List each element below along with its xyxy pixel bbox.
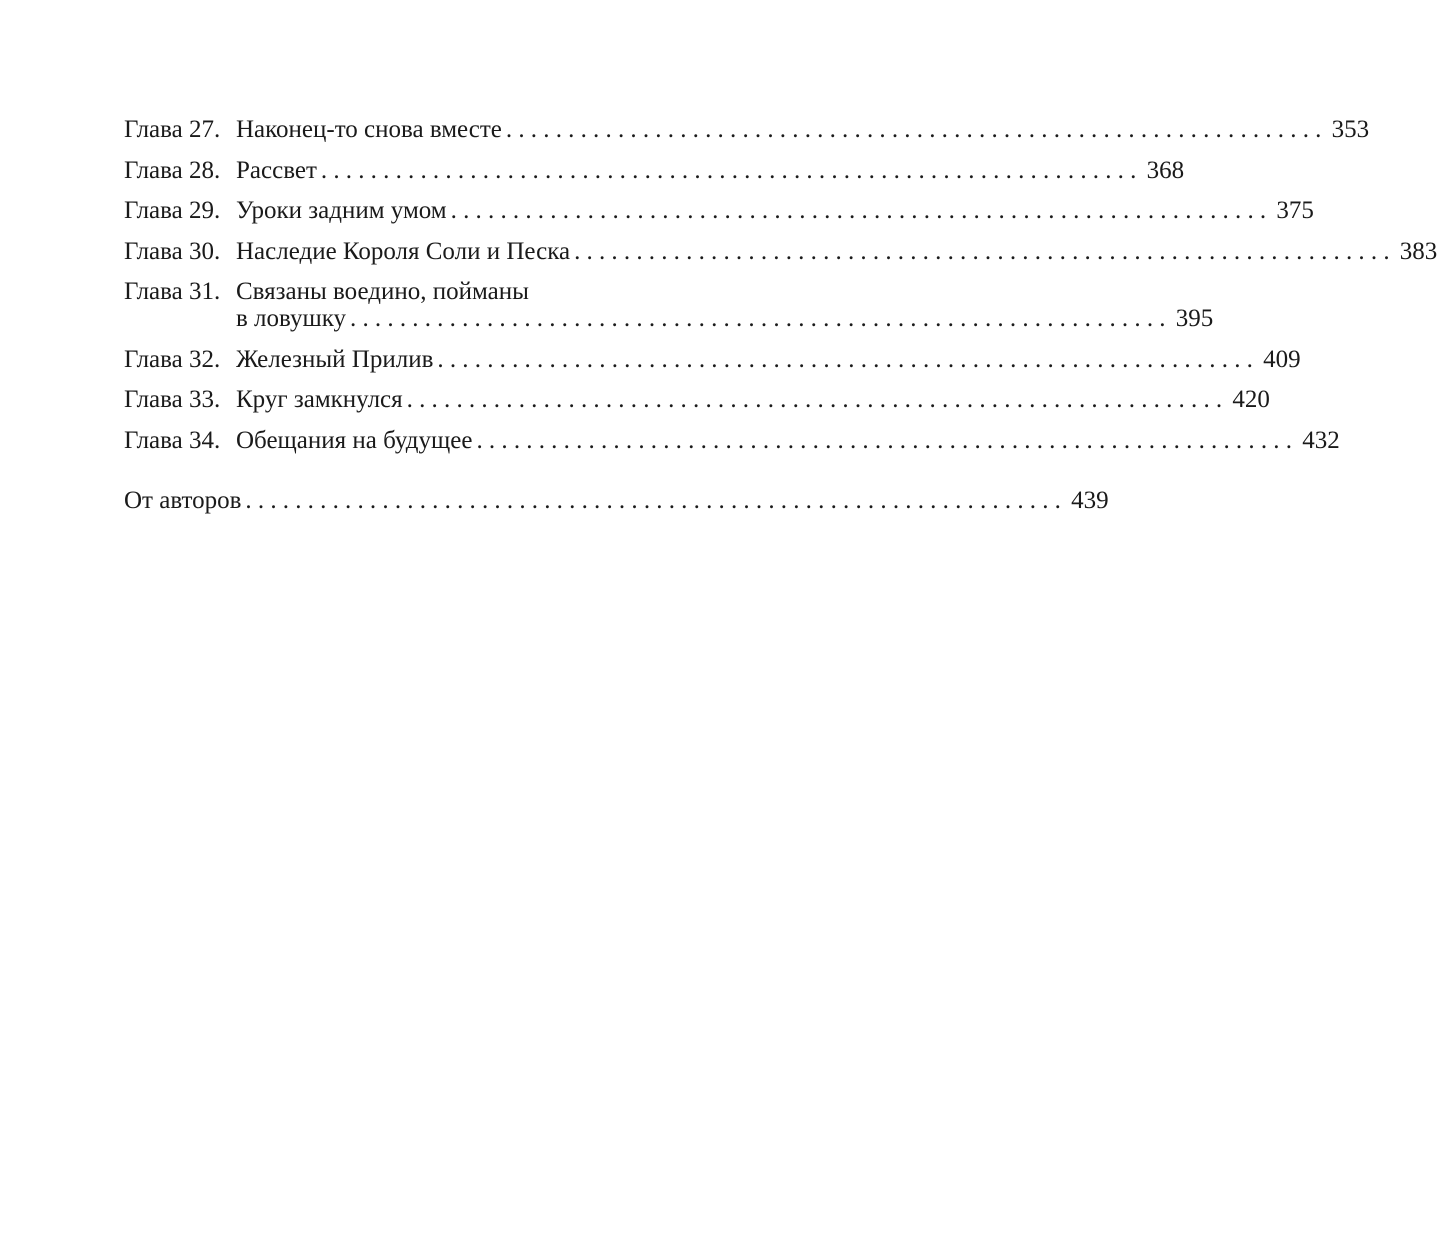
dot-leader: ..................................................................	[476, 426, 1299, 454]
dot-leader: ..................................................................	[350, 305, 1172, 332]
chapter-title: Уроки задним умом	[236, 197, 447, 224]
chapter-title: Железный Прилив	[236, 345, 434, 373]
chapter-title-line-1: Связаны воедино, пойманы	[236, 278, 529, 305]
dot-leader: ..................................................................	[450, 197, 1273, 224]
toc-entry-authors[interactable]	[124, 486, 1109, 514]
toc-entry-chapter-27[interactable]	[124, 116, 1370, 143]
page-number: 383	[1399, 237, 1437, 265]
chapter-title-line-2: в ловушку	[236, 305, 347, 332]
chapter-number: Глава 29.	[124, 197, 221, 224]
dot-leader: ..................................................................	[245, 486, 1068, 514]
chapter-number: Глава 27.	[124, 116, 221, 143]
dot-leader: ..................................................................	[505, 116, 1328, 143]
chapter-number: Глава 32.	[124, 345, 221, 373]
dot-leader: ..................................................................	[574, 237, 1396, 265]
chapter-number: Глава 33.	[124, 386, 221, 413]
toc-entry-chapter-32[interactable]	[124, 345, 1301, 373]
page-number: 432	[1302, 426, 1340, 454]
dot-leader: ..................................................................	[320, 156, 1143, 184]
chapter-number: Глава 31.	[124, 278, 221, 305]
chapter-number: Глава 30.	[124, 237, 221, 265]
page-number: 439	[1071, 486, 1109, 514]
table-of-contents	[124, 116, 1437, 527]
page-number: 353	[1331, 116, 1370, 143]
dot-leader: ..................................................................	[406, 386, 1229, 413]
page-number: 409	[1263, 345, 1301, 373]
chapter-title: Круг замкнулся	[236, 386, 403, 413]
chapter-title: Наконец-то снова вместе	[236, 116, 502, 143]
dot-leader: ..................................................................	[437, 345, 1260, 373]
toc-entry-chapter-30[interactable]	[124, 237, 1437, 265]
chapter-title: Наследие Короля Соли и Песка	[236, 237, 571, 265]
chapter-title: Рассвет	[236, 156, 317, 184]
chapter-title: Обещания на будущее	[236, 426, 473, 454]
page-number: 368	[1146, 156, 1185, 184]
page-number: 420	[1232, 386, 1270, 413]
toc-entry-chapter-29[interactable]	[124, 197, 1314, 224]
section-title: От авторов	[124, 486, 242, 514]
page-number: 395	[1175, 305, 1214, 332]
toc-entry-chapter-31[interactable]	[124, 278, 1214, 332]
chapter-number: Глава 34.	[124, 426, 221, 454]
toc-entry-chapter-28[interactable]	[124, 156, 1185, 184]
toc-entry-chapter-34[interactable]	[124, 426, 1340, 454]
toc-entry-chapter-33[interactable]	[124, 386, 1270, 413]
chapter-number: Глава 28.	[124, 156, 221, 184]
page-number: 375	[1276, 197, 1314, 224]
